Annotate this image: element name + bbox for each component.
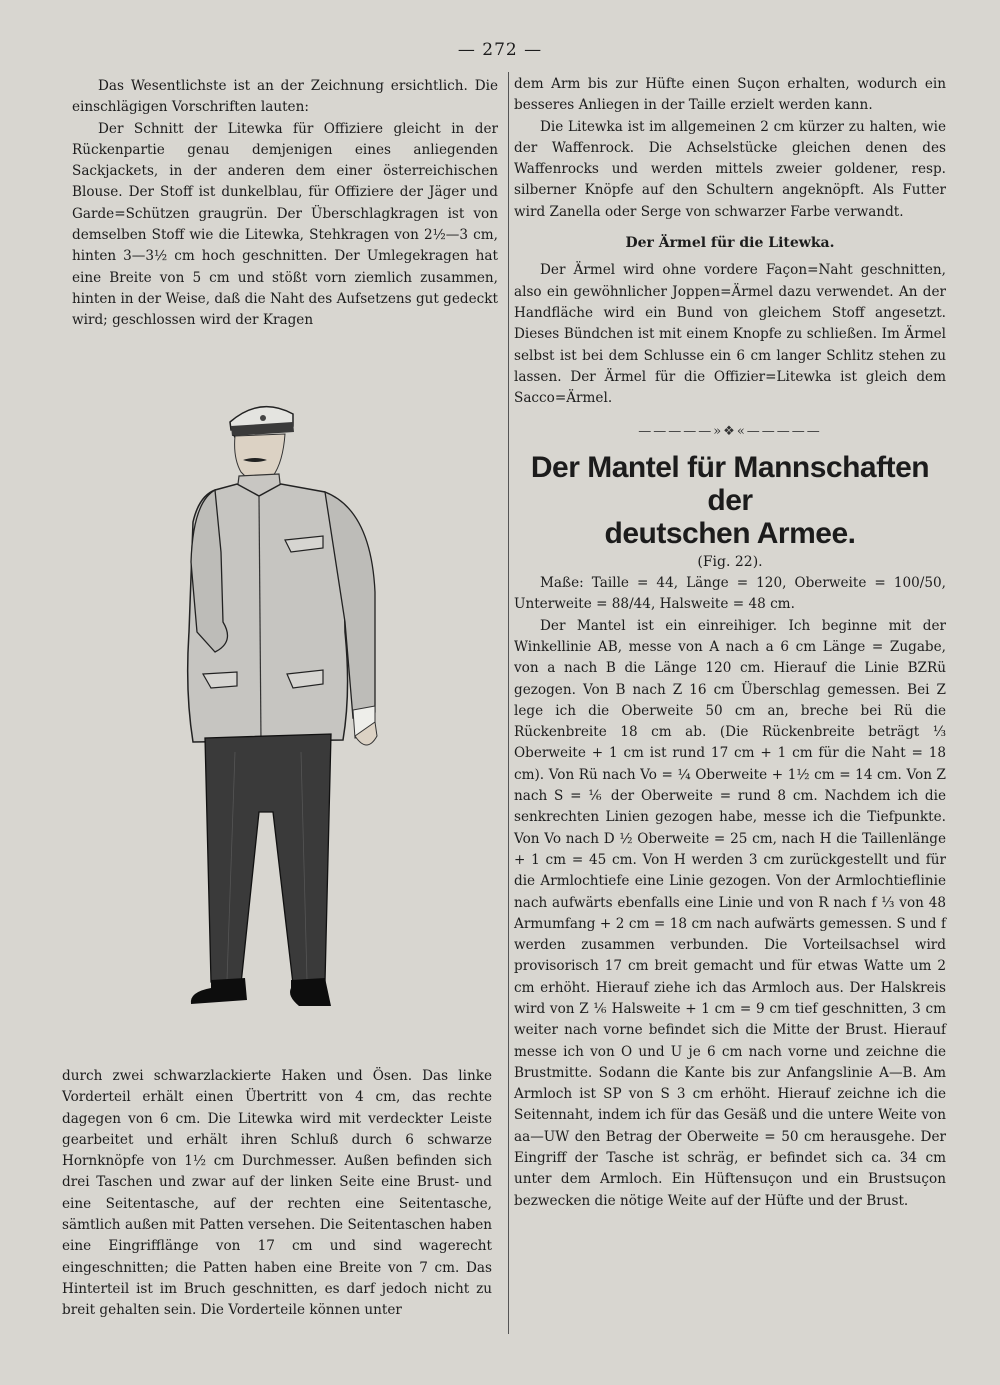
left-shoe xyxy=(191,978,247,1004)
cap-badge xyxy=(260,415,266,421)
heading-line: Der Mantel für Mannschaften der xyxy=(530,450,930,517)
trousers xyxy=(205,734,331,984)
paragraph: durch zwei schwarzlackierte Haken und Ösen. Das linke Vorderteil erhält einen Übertritt von 4 cm, das rechte dagegen von 6 cm. Die Litewka wird mit verdeckter Leiste gearbeitet und erhält ihren Schluß durch 6 schwarze Hornknöpfe von 1½ cm Durchmesser. Außen befinden sich drei Taschen und zwar auf der linken Seite eine Brust- und eine Seitentasche, auf der rechten eine Seitentasche, sämtlich außen mit Patten versehen. Die Seitentaschen haben eine Eingrifflänge von 17 cm und sind wagerecht eingeschnitten; die Patten haben eine Breite von 7 cm. Das Hinterteil ist im Bruch geschnitten, es darf jedoch nicht zu breit gehalten sein. Die Vorderteile können unter xyxy=(62,1068,492,1319)
section-subheading: Der Ärmel für die Litewka. xyxy=(625,235,835,252)
paragraph: dem Arm bis zur Hüfte einen Suçon erhalten, wodurch ein besseres Anliegen in der Taille erzielt werden kann. xyxy=(514,76,946,114)
paragraph: Der Schnitt der Litewka für Offiziere gleicht in der Rückenpartie genau demjenigen eines anliegenden Sackjackets, in der anderen dem einer österreichischen Blouse. Der Stoff ist dunkelblau, für Offiziere der Jäger und Garde=Schützen graugrün. Der Überschlagkragen ist von demselben Stoff wie die Litewka, Stehkragen von 2½—3 cm, hinten 3—3½ cm hoch geschnitten. Der Umlegekragen hat eine Breite von 5 cm und stößt vorn ziemlich zusammen, hinten in der Weise, daß die Naht des Aufsetzens gut gedeckt wird; geschlossen wird der Kragen xyxy=(72,120,498,329)
column-divider xyxy=(508,72,509,1334)
heading-line: deutschen Armee. xyxy=(604,516,856,550)
right-shoe xyxy=(290,978,331,1006)
section-heading xyxy=(514,451,946,550)
right-column xyxy=(514,74,946,1212)
left-column-bottom xyxy=(62,1066,492,1322)
paragraph: Die Litewka ist im allgemeinen 2 cm kürzer zu halten, wie der Waffenrock. Die Achselstücke gleichen denen des Waffenrocks und werden mittels zweier goldener, resp. silberner Knöpfe auf den Schultern angeknöpft. Als Futter wird Zanella oder Serge von schwarzer Farbe verwandt. xyxy=(514,118,946,220)
ornament-divider: —————»❖«————— xyxy=(638,424,822,440)
paragraph: Maße: Taille = 44, Länge = 120, Oberweite = 100/50, Unterweite = 88/44, Halsweite = 48 cm. xyxy=(514,575,946,613)
left-column-top xyxy=(72,76,498,332)
paragraph: Das Wesentlichste ist an der Zeichnung ersichtlich. Die einschlägigen Vorschriften lauten: xyxy=(72,78,498,116)
paragraph: Der Mantel ist ein einreihiger. Ich beginne mit der Winkellinie AB, messe von A nach a 6 cm Länge = Zugabe, von a nach B die Länge 120 cm. Hierauf die Linie BZRü gezogen. Von B nach Z 16 cm Überschlag gemessen. Bei Z lege ich die Oberweite 50 cm an, breche bei Rü die Rückenbreite 18 cm ab. (Die Rückenbreite beträgt ⅓ Oberweite + 1 cm ist rund 17 cm + 1 cm für die Naht = 18 cm). Von Rü nach Vo = ¼ Oberweite + 1½ cm = 14 cm. Von Z nach S = ⅙ der Oberweite = rund 8 cm. Nachdem ich die senkrechten Linien gezogen habe, messe ich die Tiefpunkte. Von Vo nach D ½ Oberweite = 25 cm, nach H die Taillenlänge + 1 cm = 45 cm. Von H werden 3 cm zurückgestellt und für die Armlochtiefe eine Linie gezogen. Von der Armlochtieflinie nach aufwärts ebenfalls eine Linie und von R nach f ⅓ von 48 Armumfang + 2 cm = 18 cm nach aufwärts gemessen. S und f werden zusammen verbunden. Die Vorteilsachsel wird provisorisch 17 cm breit gemacht und für etwas Watte um 2 cm erhöht. Hierauf ziehe ich das Armloch aus. Der Halskreis wird von Z ⅙ Halsweite + 1 cm = 9 cm tief geschnitten, 3 cm weiter nach vorne befindet sich die Mitte der Brust. Hierauf messe ich von O und U je 6 cm nach vorne und zeichne die Brustmitte. Sodann die Kante bis zur Anfangslinie A—B. Am Armloch ist SP von S 3 cm erhöht. Hierauf zeichne ich die Seitennaht, indem ich für das Gesäß und die untere Weite von aa—UW den Betrag der Oberweite = 50 cm herausgehe. Der Eingriff der Tasche ist schräg, er befindet sich ca. 34 cm unter dem Armloch. Ein Hüftensuçon und ein Brustsuçon bezwecken die nötige Weite auf der Hüfte und der Brust. xyxy=(514,617,946,1209)
figure-reference: (Fig. 22). xyxy=(697,553,763,570)
page-number: — 272 — xyxy=(457,40,543,60)
paragraph: Der Ärmel wird ohne vordere Façon=Naht geschnitten, also ein gewöhnlicher Joppen=Ärmel dazu verwendet. An der Handfläche wird ein Bund von gleichem Stoff angesetzt. Dieses Bündchen ist mit einem Knopfe zu schließen. Im Ärmel selbst ist bei dem Schlusse ein 6 cm langer Schlitz stehen zu lassen. Der Ärmel für die Offizier=Litewka ist gleich dem Sacco=Ärmel. xyxy=(514,262,946,407)
uniform-figure-illustration xyxy=(175,392,390,1012)
